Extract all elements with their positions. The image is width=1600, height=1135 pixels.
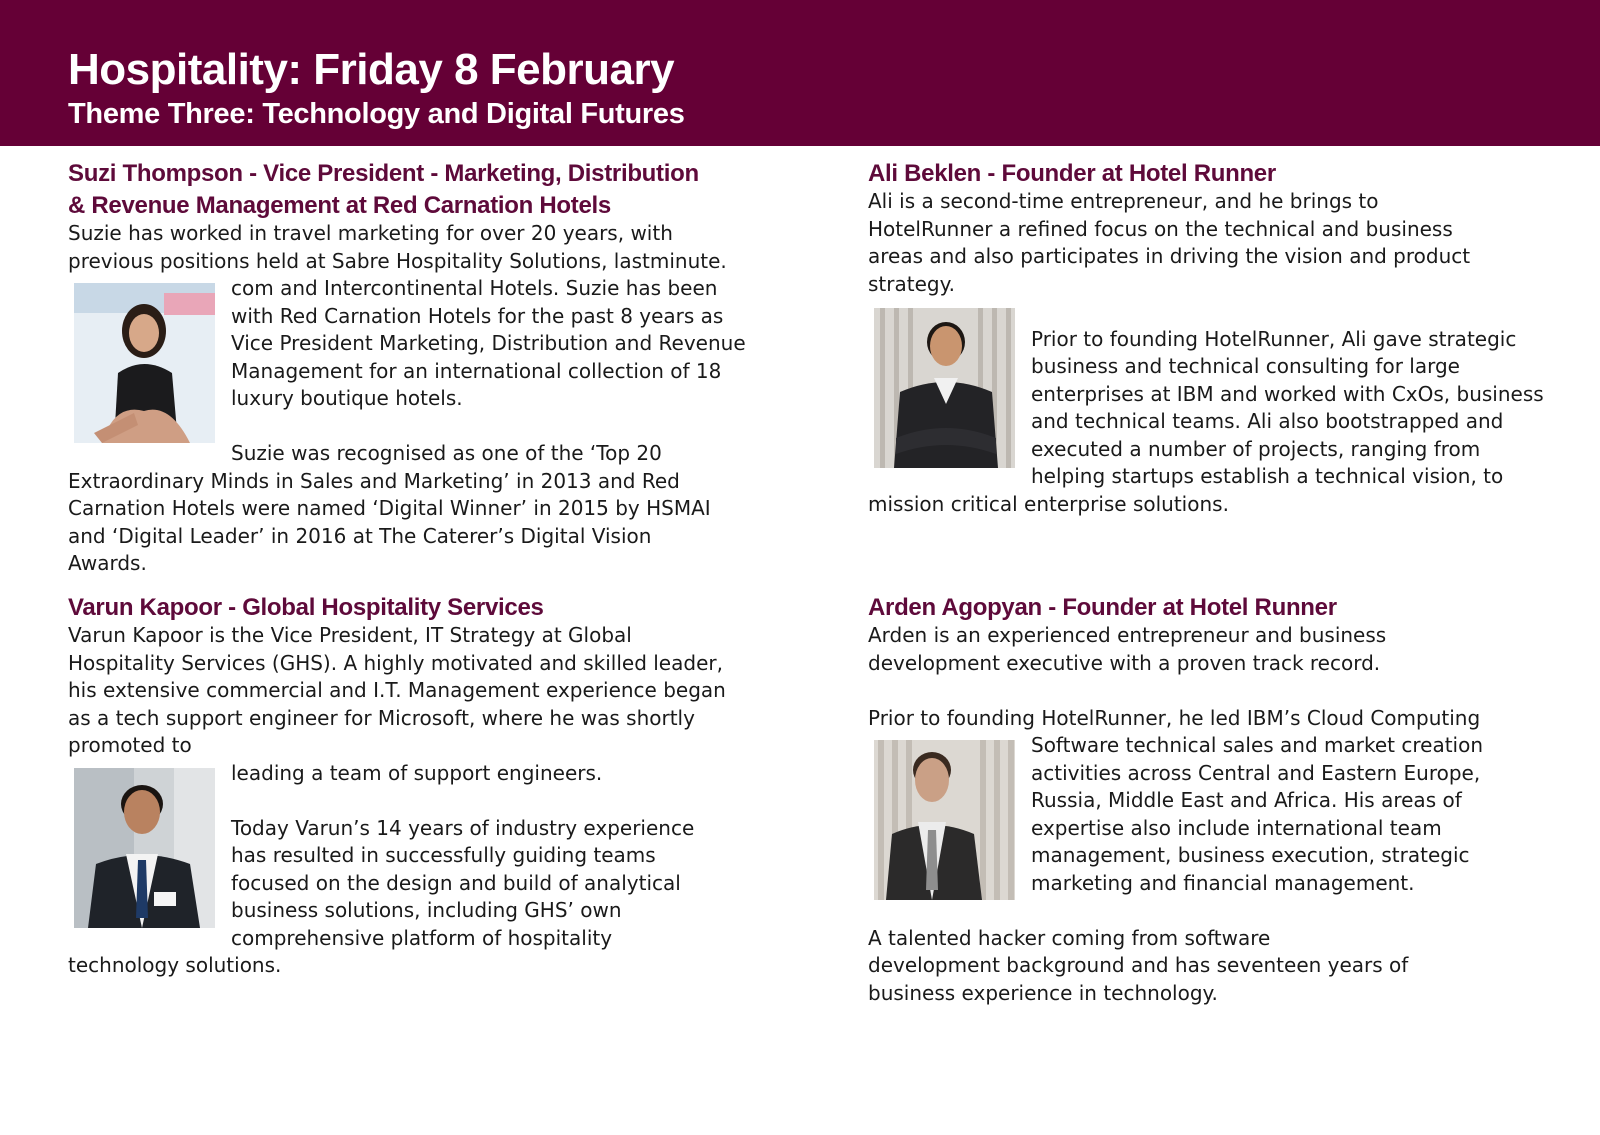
speaker-bio-p1: com and Intercontinental Hotels. Suzie has been with Red Carnation Hotels for the past 8 years as Vice President Marketing, Distribution and Revenue Management for an international collection of 18 luxury boutique hotels. <box>231 276 746 410</box>
speaker-bio-p2: Extraordinary Minds in Sales and Marketing’ in 2013 and Red Carnation Hotels were named ‘Digital Winner’ in 2015 by HSMAI and ‘Digital Leader’ in 2016 at The Caterer’s Digital Vision Awards. <box>68 468 711 575</box>
speaker-profile-suzi <box>68 158 748 578</box>
speaker-bio-p1-tail: mission critical enterprise solutions. <box>868 491 1229 516</box>
speaker-bio-p2-lead: Suzie was recognised as one of the ‘Top 20 <box>231 441 662 465</box>
speaker-name: Suzi Thompson - Vice President - Marketing, Distribution <box>68 160 699 187</box>
speaker-bio-intro: Arden is an experienced entrepreneur and business development executive with a proven track record. <box>868 623 1387 675</box>
portrait-woman-photo <box>74 283 215 443</box>
portrait-man-photo <box>874 740 1015 900</box>
speaker-name: Varun Kapoor - Global Hospitality Services <box>68 594 544 621</box>
speaker-bio-intro: Ali is a second-time entrepreneur, and he brings to HotelRunner a refined focus on the technical and business areas and also participates in driving the vision and product strategy. <box>868 189 1471 296</box>
speaker-profile-arden <box>868 592 1548 1007</box>
speaker-profile-varun <box>68 592 748 980</box>
speaker-bio-intro: Varun Kapoor is the Vice President, IT Strategy at Global Hospitality Services (GHS). A highly motivated and skilled leader, his extensive commercial and I.T. Management experience began as a tech support engineer for Microsoft, where he was shortly promoted to <box>68 623 726 757</box>
speaker-name: Ali Beklen - Founder at Hotel Runner <box>868 160 1276 187</box>
speaker-bio-p1: leading a team of support engineers. <box>231 760 603 785</box>
portrait-man-photo <box>74 768 215 928</box>
speaker-name: Arden Agopyan - Founder at Hotel Runner <box>868 594 1337 621</box>
speaker-bio-p1: Software technical sales and market creation activities across Central and Eastern Europe, Russia, Middle East and Africa. His areas of expertise also include international team management, business execution, strategic marketing and financial management. <box>1031 733 1484 895</box>
page-subtitle: Theme Three: Technology and Digital Futures <box>68 98 685 130</box>
speaker-bio-p1: Prior to founding HotelRunner, Ali gave strategic business and technical consulting for large enterprises at IBM and worked with CxOs, business and technical teams. Ali also bootstrapped and executed a number of projects, ranging from helping startups establish a technical vision, to <box>1031 326 1544 488</box>
page-title: Hospitality: Friday 8 February <box>68 45 675 94</box>
speaker-bio-p1-lead: Prior to founding HotelRunner, he led IBM’s Cloud Computing <box>868 705 1481 730</box>
speaker-profile-ali <box>868 158 1548 518</box>
header-banner <box>0 0 1600 146</box>
speaker-bio-p2-lead: A talented hacker coming from software <box>868 925 1271 950</box>
speaker-name-cont: & Revenue Management at Red Carnation Hotels <box>68 192 611 219</box>
speaker-bio-p2: development background and has seventeen years of business experience in technology. <box>868 953 1409 1005</box>
speaker-bio-p2: Today Varun’s 14 years of industry experience has resulted in successfully guiding teams focused on the design and build of analytical business solutions, including GHS’ own comprehensive platform of hospitality technology solutions. <box>68 815 695 977</box>
portrait-man-photo <box>874 308 1015 468</box>
speaker-bio-intro: Suzie has worked in travel marketing for over 20 years, with previous positions held at Sabre Hospitality Solutions, lastminute. <box>68 221 727 273</box>
